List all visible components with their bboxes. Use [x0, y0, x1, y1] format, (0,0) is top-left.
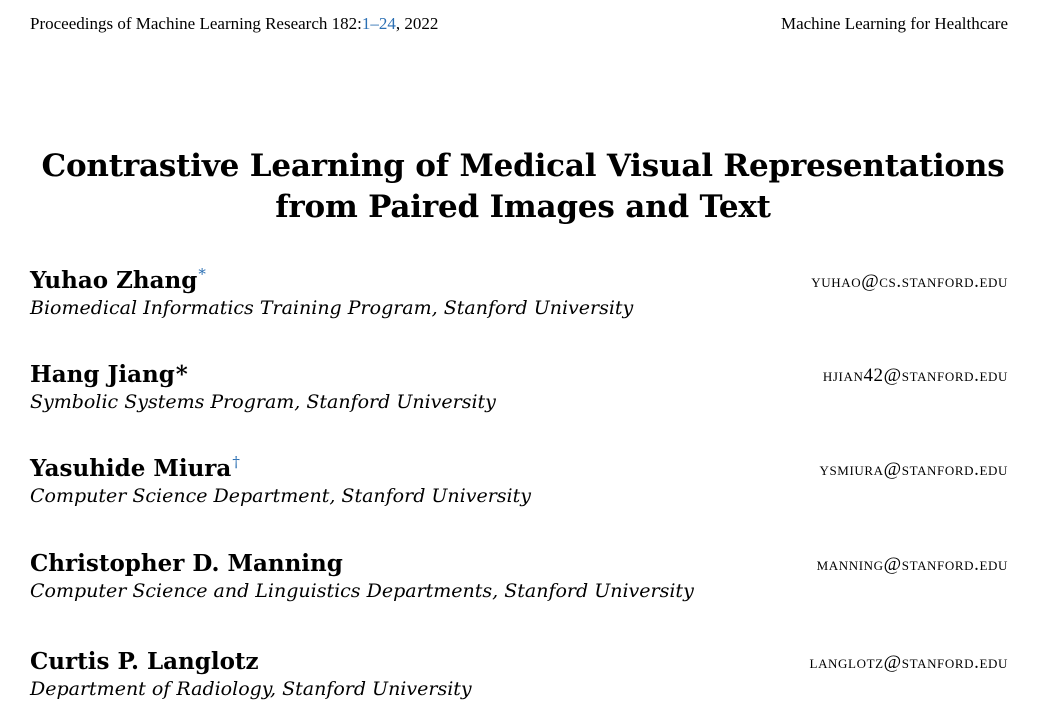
author-name-text: Yasuhide Miura — [30, 455, 232, 482]
journal-name: Proceedings of Machine Learning Research 182: — [30, 14, 362, 33]
page-range-separator: – — [370, 14, 379, 33]
author-email: langlotz@stanford.edu — [809, 652, 1008, 673]
author-block — [30, 361, 1008, 421]
author-name-text: Hang Jiang — [30, 361, 175, 388]
footnote-mark-link[interactable]: † — [232, 453, 240, 472]
publication-year: , 2022 — [395, 14, 439, 33]
author-affiliation: Computer Science Department, Stanford University — [30, 485, 531, 507]
author-name — [30, 267, 206, 295]
footnote-mark: * — [175, 361, 188, 388]
journal-citation — [30, 14, 438, 34]
author-name — [30, 550, 343, 578]
paper-title — [0, 146, 1046, 228]
author-affiliation: Biomedical Informatics Training Program, Stanford University — [30, 297, 634, 319]
title-line-1: Contrastive Learning of Medical Visual Representations — [41, 148, 1005, 184]
author-name — [30, 455, 240, 483]
page-end-link[interactable]: 24 — [378, 14, 396, 33]
page-start-link[interactable]: 1 — [361, 14, 371, 33]
running-header — [30, 14, 1008, 36]
author-block — [30, 648, 1008, 708]
author-block — [30, 267, 1008, 327]
author-block — [30, 455, 1008, 515]
author-email: hjian42@stanford.edu — [822, 365, 1008, 386]
author-email: yuhao@cs.stanford.edu — [811, 271, 1008, 292]
title-line-2: from Paired Images and Text — [275, 189, 771, 225]
venue-name: Machine Learning for Healthcare — [780, 14, 1008, 33]
author-affiliation: Symbolic Systems Program, Stanford University — [30, 391, 496, 413]
author-block — [30, 550, 1008, 610]
author-name-text: Yuhao Zhang — [30, 267, 198, 294]
author-name-text: Curtis P. Langlotz — [30, 648, 259, 675]
author-email: manning@stanford.edu — [816, 554, 1008, 575]
author-name-text: Christopher D. Manning — [30, 550, 343, 577]
author-name — [30, 648, 259, 676]
author-name — [30, 361, 188, 389]
author-affiliation: Computer Science and Linguistics Departments, Stanford University — [30, 580, 694, 602]
author-affiliation: Department of Radiology, Stanford University — [30, 678, 472, 700]
footnote-mark-link[interactable]: * — [198, 265, 206, 284]
author-email: ysmiura@stanford.edu — [819, 459, 1008, 480]
